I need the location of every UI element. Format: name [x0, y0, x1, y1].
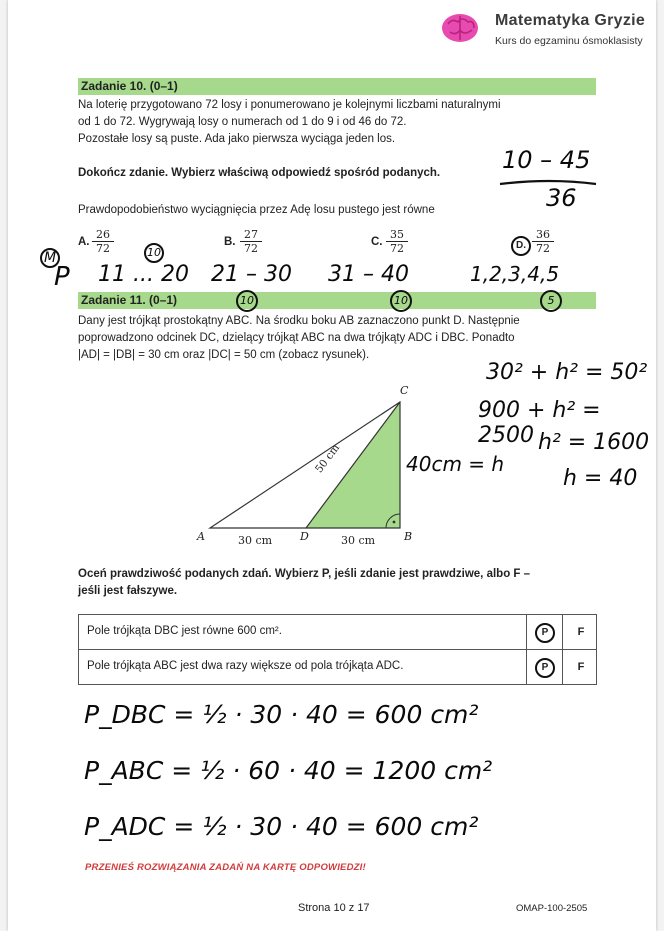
brain-icon: [440, 12, 480, 44]
vertex-b-label: B: [404, 530, 413, 543]
hand-eq-2: 900 + h² = 2500: [478, 398, 601, 448]
statement-2: Pole trójkąta ABC jest dwa razy większe od pola trójkąta ADC.: [87, 660, 404, 672]
option-d-fraction[interactable]: $\frac{36}{72}$: [532, 228, 554, 255]
option-b-fraction[interactable]: $\frac{27}{72}$: [240, 228, 262, 255]
task11-intro-line-1: Dany jest trójkąt prostokątny ABC. Na środku boku AB zaznaczono punkt D. Następnie: [78, 315, 520, 327]
hand-range-4: 1,2,3,4,5: [470, 262, 560, 286]
task11-intro-line-3: |AD| = |DB| = 30 cm oraz |DC| = 50 cm (zobacz rysunek).: [78, 349, 370, 361]
brand-title: Matematyka Gryzie: [495, 12, 646, 29]
page-number: Strona 10 z 17: [298, 902, 370, 914]
task10-question: Prawdopodobieństwo wyciągnięcia przez Adę losu pustego jest równe: [78, 204, 435, 216]
task10-header: Zadanie 10. (0–1): [78, 78, 596, 95]
task10-instruction: Dokończ zdanie. Wybierz właściwą odpowiedź spośród podanych.: [78, 167, 441, 179]
task10-intro-line-1: Na loterię przygotowano 72 losy i ponumerowano je kolejnymi liczbami naturalnymi: [78, 99, 501, 111]
p-choice-circled[interactable]: P: [535, 623, 555, 643]
segment-db-length: 30 cm: [341, 534, 376, 547]
hand-solution-dbc: P_DBC = ½ · 30 · 40 = 600 cm²: [84, 700, 479, 729]
vertex-d-label: D: [300, 530, 309, 543]
answer-f-2[interactable]: F: [562, 650, 599, 684]
option-d-letter-circled: D.: [511, 236, 531, 256]
segment-dc-length: 50 cm: [313, 442, 343, 476]
exam-code: OMAP-100-2505: [516, 903, 588, 914]
option-b-letter: B.: [224, 236, 236, 248]
exam-page: [8, 0, 656, 931]
hand-count-range-4: 5: [540, 290, 562, 312]
hand-eq-3: h² = 1600: [538, 430, 650, 455]
hand-solution-adc: P_ADC = ½ · 30 · 40 = 600 cm²: [84, 812, 479, 841]
true-false-table: [78, 614, 597, 685]
hand-denominator: 36: [546, 184, 577, 212]
hand-favorable-range: 10 – 45: [502, 146, 591, 174]
hand-eq-4: h = 40: [563, 466, 638, 491]
hand-m-mark: M: [40, 248, 60, 268]
option-a-fraction[interactable]: $\frac{26}{72}$: [92, 228, 114, 255]
hand-eq-1: 30² + h² = 50²: [486, 360, 648, 385]
hand-count-range-3: 10: [390, 290, 412, 312]
p-choice-circled[interactable]: P: [535, 658, 555, 678]
brand-subtitle: Kurs do egzaminu ósmoklasisty: [495, 35, 643, 47]
task11-intro-line-2: poprowadzono odcinek DC, dzielący trójkąt ABC na dwa trójkąty ADC i DBC. Ponadto: [78, 332, 515, 344]
task11-header: Zadanie 11. (0–1): [78, 292, 596, 309]
option-c-letter: C.: [371, 236, 383, 248]
option-c-fraction[interactable]: $\frac{35}{72}$: [386, 228, 408, 255]
vertex-a-label: A: [197, 530, 205, 543]
hand-height: 40cm = h: [406, 452, 505, 476]
hand-range-3: 31 – 40: [328, 262, 409, 287]
triangle-figure: [188, 380, 428, 555]
answer-p-1[interactable]: [526, 615, 563, 649]
statement-1: Pole trójkąta DBC jest równe 600 cm².: [87, 625, 282, 637]
hand-count-top: 10: [144, 243, 164, 263]
answer-p-2[interactable]: [526, 650, 563, 684]
task11-instruction-line-1: Oceń prawdziwość podanych zdań. Wybierz P, jeśli zdanie jest prawdziwe, albo F –: [78, 568, 531, 580]
hand-solution-abc: P_ABC = ½ · 60 · 40 = 1200 cm²: [84, 756, 493, 785]
hand-count-range-2: 10: [236, 290, 258, 312]
vertex-c-label: C: [400, 384, 409, 397]
transfer-notice: PRZENIEŚ ROZWIĄZANIA ZADAŃ NA KARTĘ ODPOWIEDZI!: [85, 862, 366, 873]
hand-range-1: 11 ... 20: [98, 262, 189, 287]
segment-ad-length: 30 cm: [238, 534, 273, 547]
table-row: [79, 650, 596, 684]
task10-intro-line-2: od 1 do 72. Wygrywają losy o numerach od 1 do 9 i od 46 do 72.: [78, 116, 407, 128]
task10-intro-line-3: Pozostałe losy są puste. Ada jako pierwsza wyciąga jeden los.: [78, 133, 396, 145]
hand-p-mark: P: [54, 262, 70, 292]
answer-f-1[interactable]: F: [562, 615, 599, 649]
table-row: [79, 615, 596, 650]
task11-instruction-line-2: jeśli jest fałszywe.: [78, 585, 178, 597]
option-a-letter: A.: [78, 236, 90, 248]
hand-range-2: 21 – 30: [211, 262, 292, 287]
